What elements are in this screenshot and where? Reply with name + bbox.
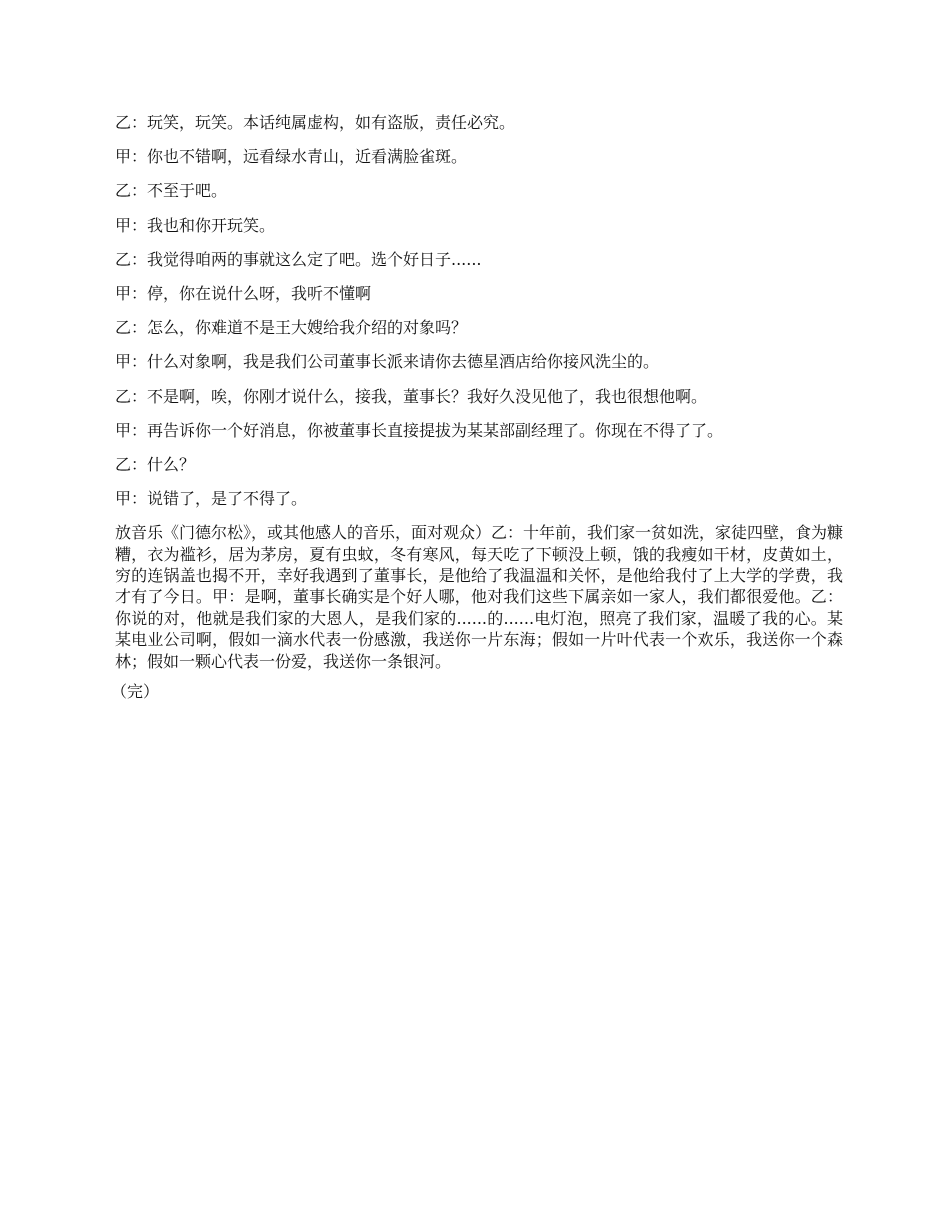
dialogue-line: 乙：我觉得咱两的事就这么定了吧。选个好日子...... (115, 249, 482, 269)
dialogue-line: 乙：不是啊，唉，你刚才说什么，接我，董事长？我好久没见他了，我也很想他啊。 (115, 386, 708, 406)
dialogue-line: 乙：不至于吧。 (115, 181, 228, 201)
end-mark: （完） (111, 682, 160, 702)
dialogue-line: 乙：怎么，你难道不是王大嫂给我介绍的对象吗？ (115, 318, 468, 338)
dialogue-line: 甲：再告诉你一个好消息，你被董事长直接提拔为某某部副经理了。你现在不得了了。 (115, 420, 724, 440)
dialogue-line: 甲：停，你在说什么呀，我听不懂啊 (115, 283, 372, 303)
dialogue-line: 甲：你也不错啊，远看绿水青山，近看满脸雀斑。 (115, 147, 468, 167)
dialogue-line: 甲：说错了，是了不得了。 (115, 489, 308, 509)
dialogue-line: 乙：玩笑，玩笑。本话纯属虚构，如有盗版，责任必究。 (115, 113, 516, 132)
dialogue-line: 乙：什么？ (115, 454, 196, 474)
dialogue-line: 甲：我也和你开玩笑。 (115, 215, 276, 235)
document-page (111, 112, 844, 703)
dialogue-line: 甲：什么对象啊，我是我们公司董事长派来请你去德星酒店给你接风洗尘的。 (115, 352, 660, 372)
closing-paragraph: 放音乐《门德尔松》，或其他感人的音乐，面对观众）乙：十年前，我们家一贫如洗，家徒四壁，食为糠糟，衣为褴衫，居为茅房，夏有虫蚊，冬有寒风，每天吃了下顿没上顿，饿的我瘦如干材，皮黄如土，穷的连锅盖也揭不开，幸好我遇到了董事长，是他给了我温温和关怀，是他给我付了上大学的学费，我才有了今日。甲：是啊，董事长确实是个好人哪，他对我们这些下属亲如一家人，我们都很爱他。乙：你说的对，他就是我们家的大恩人，是我们家的......的......电灯泡，照亮了我们家，温暖了我的心。某某电业公司啊，假如一滴水代表一份感激，我送你一片东海；假如一片叶代表一个欢乐，我送你一个森林；假如一颗心代表一份爱，我送你一条银河。 (115, 523, 844, 671)
